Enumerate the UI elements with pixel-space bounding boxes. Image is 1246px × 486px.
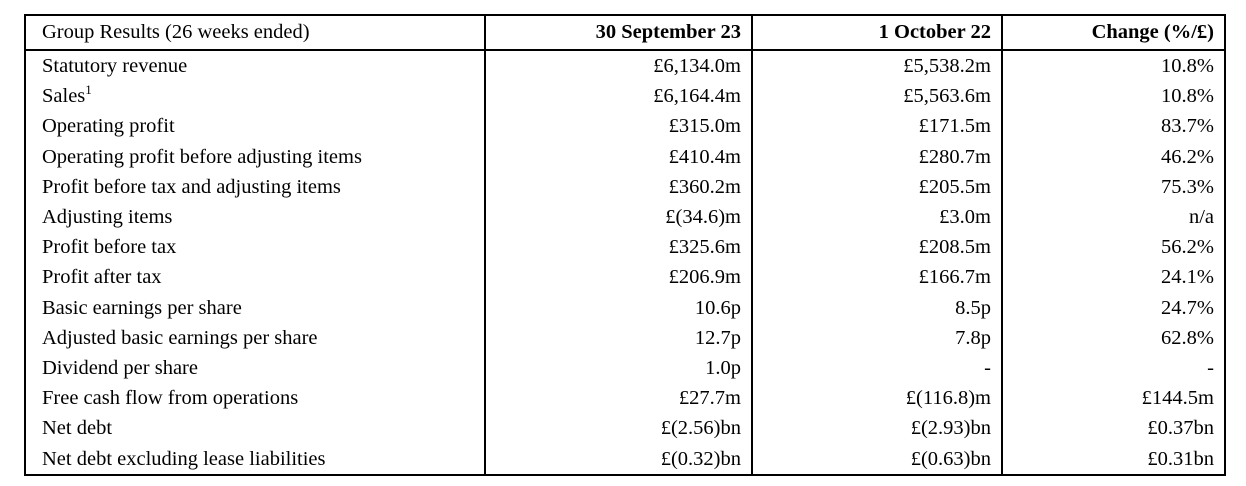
current-period-value: £6,164.4m: [485, 81, 752, 111]
change-value: 62.8%: [1002, 323, 1225, 353]
row-label-cell: [25, 262, 485, 292]
prior-period-value: £205.5m: [752, 172, 1002, 202]
change-value: 24.1%: [1002, 262, 1225, 292]
row-label-cell: [25, 232, 485, 262]
row-label: Profit after tax: [42, 266, 162, 289]
header-prior-period: 1 October 22: [752, 15, 1002, 50]
change-value: £0.37bn: [1002, 413, 1225, 443]
results-body: [25, 50, 1225, 475]
row-label: Profit before tax and adjusting items: [42, 175, 341, 198]
table-row: [25, 293, 1225, 323]
row-label: Profit before tax: [42, 236, 177, 259]
prior-period-value: £171.5m: [752, 111, 1002, 141]
row-label-cell: [25, 353, 485, 383]
prior-period-value: £208.5m: [752, 232, 1002, 262]
change-value: £0.31bn: [1002, 444, 1225, 475]
row-label-cell: [25, 202, 485, 232]
row-label-cell: [25, 293, 485, 323]
current-period-value: £27.7m: [485, 383, 752, 413]
table-row: [25, 262, 1225, 292]
row-label-cell: [25, 111, 485, 141]
change-value: 10.8%: [1002, 50, 1225, 81]
change-value: 24.7%: [1002, 293, 1225, 323]
current-period-value: 12.7p: [485, 323, 752, 353]
row-label: Operating profit before adjusting items: [42, 145, 362, 168]
header-row: [25, 15, 1225, 50]
row-label: Adjusting items: [42, 206, 173, 229]
row-label-cell: [25, 81, 485, 111]
change-value: 75.3%: [1002, 172, 1225, 202]
change-value: -: [1002, 353, 1225, 383]
row-label: Net debt excluding lease liabilities: [42, 447, 326, 470]
change-value: 56.2%: [1002, 232, 1225, 262]
table-row: [25, 413, 1225, 443]
row-label: Operating profit: [42, 115, 175, 138]
row-label-cell: [25, 142, 485, 172]
prior-period-value: £(0.63)bn: [752, 444, 1002, 475]
change-value: 83.7%: [1002, 111, 1225, 141]
prior-period-value: 8.5p: [752, 293, 1002, 323]
current-period-value: £325.6m: [485, 232, 752, 262]
row-label-cell: [25, 444, 485, 475]
header-current-period: 30 September 23: [485, 15, 752, 50]
table-row: [25, 202, 1225, 232]
current-period-value: £206.9m: [485, 262, 752, 292]
prior-period-value: £(2.93)bn: [752, 413, 1002, 443]
row-label: Free cash flow from operations: [42, 387, 299, 410]
row-label: Statutory revenue: [42, 55, 188, 77]
prior-period-value: £5,538.2m: [752, 50, 1002, 81]
row-label-cell: [25, 383, 485, 413]
current-period-value: 10.6p: [485, 293, 752, 323]
change-value: n/a: [1002, 202, 1225, 232]
table-row: [25, 50, 1225, 81]
row-label: Dividend per share: [42, 357, 198, 380]
current-period-value: £(2.56)bn: [485, 413, 752, 443]
current-period-value: £(34.6)m: [485, 202, 752, 232]
table-row: [25, 383, 1225, 413]
table-row: [25, 81, 1225, 111]
row-label: Adjusted basic earnings per share: [42, 326, 318, 349]
table-row: [25, 172, 1225, 202]
row-label-cell: [25, 50, 485, 81]
row-label: Basic earnings per share: [42, 296, 242, 319]
prior-period-value: £166.7m: [752, 262, 1002, 292]
prior-period-value: £280.7m: [752, 142, 1002, 172]
prior-period-value: 7.8p: [752, 323, 1002, 353]
group-results-table: [24, 14, 1226, 476]
prior-period-value: £5,563.6m: [752, 81, 1002, 111]
current-period-value: £6,134.0m: [485, 50, 752, 81]
table-row: [25, 111, 1225, 141]
row-label: Sales: [42, 85, 86, 108]
footnote-marker: 1: [85, 82, 92, 98]
table-row: [25, 444, 1225, 475]
table-row: [25, 232, 1225, 262]
row-label-cell: [25, 323, 485, 353]
row-label-cell: [25, 172, 485, 202]
header-change: Change (%/£): [1002, 15, 1225, 50]
prior-period-value: £3.0m: [752, 202, 1002, 232]
current-period-value: 1.0p: [485, 353, 752, 383]
header-group-results: Group Results (26 weeks ended): [25, 15, 485, 50]
current-period-value: £410.4m: [485, 142, 752, 172]
table-row: [25, 142, 1225, 172]
row-label-cell: [25, 413, 485, 443]
change-value: £144.5m: [1002, 383, 1225, 413]
table-row: [25, 323, 1225, 353]
change-value: 10.8%: [1002, 81, 1225, 111]
row-label: Net debt: [42, 417, 113, 440]
change-value: 46.2%: [1002, 142, 1225, 172]
current-period-value: £360.2m: [485, 172, 752, 202]
current-period-value: £315.0m: [485, 111, 752, 141]
prior-period-value: -: [752, 353, 1002, 383]
current-period-value: £(0.32)bn: [485, 444, 752, 475]
table-row: [25, 353, 1225, 383]
prior-period-value: £(116.8)m: [752, 383, 1002, 413]
